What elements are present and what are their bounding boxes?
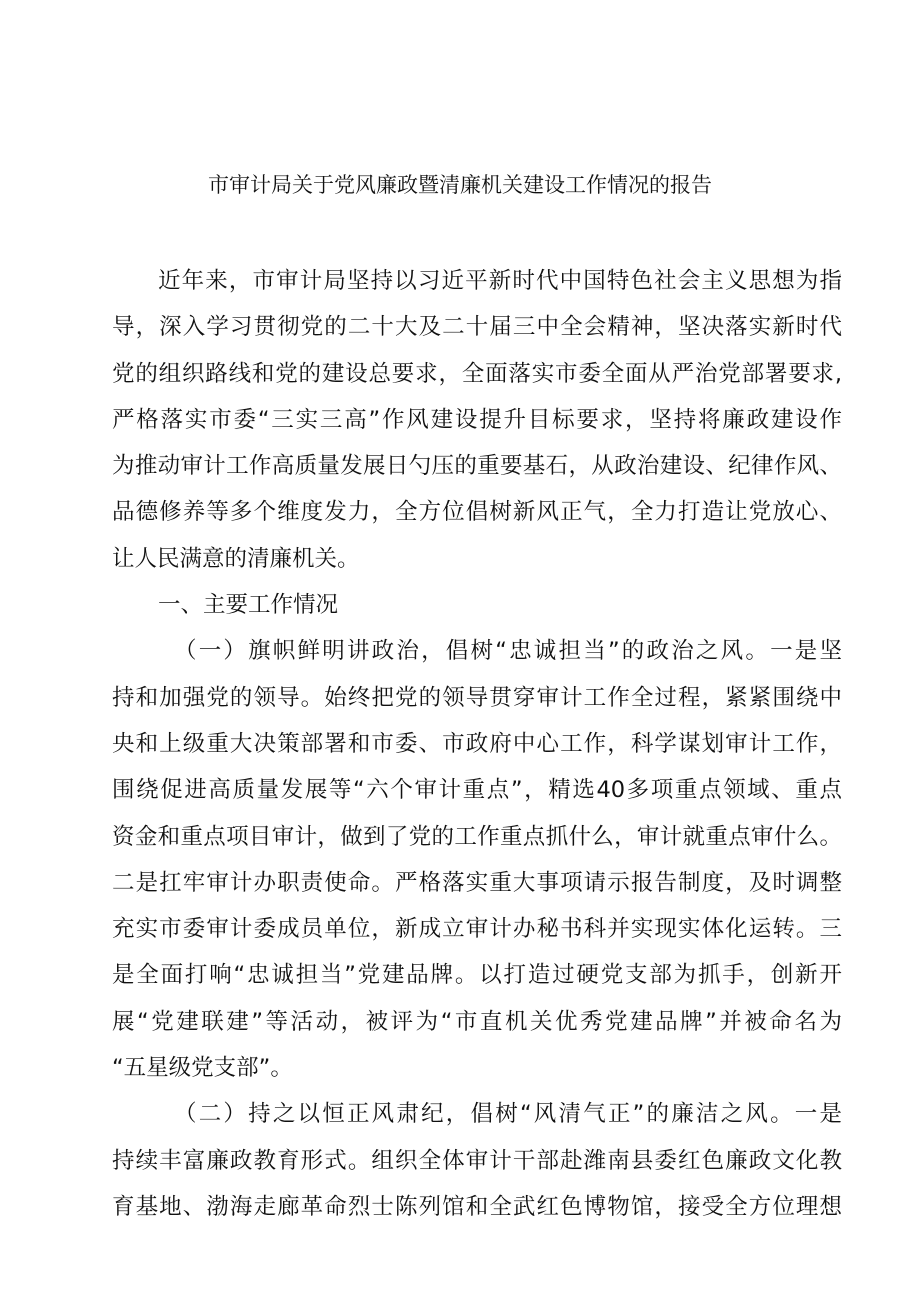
body-line: 育基地、渤海走廊革命烈士陈列馆和全武红色博物馆，接受全方位理想 — [112, 1193, 842, 1220]
body-line: 充实市委审计委成员单位，新成立审计办秘书科并实现实体化运转。三 — [112, 916, 842, 943]
body-line: 品德修养等多个维度发力，全方位倡树新风正气，全力打造让党放心、 — [112, 499, 842, 526]
document-title: 市审计局关于党风廉政暨清廉机关建设工作情况的报告 — [208, 173, 712, 197]
body-line: 为推动审计工作高质量发展日勺压的重要基石，从政治建设、纪律作风、 — [112, 453, 842, 480]
body-line: 近年来，市审计局坚持以习近平新时代中国特色社会主义思想为指 — [158, 268, 842, 294]
body-line: 围绕促进高质量发展等“六个审计重点”，精选40多项重点领域、重点 — [112, 777, 842, 804]
body-line: 二是扛牢审计办职责使命。严格落实重大事项请示报告制度，及时调整 — [112, 869, 842, 896]
section-heading: 一、主要工作情况 — [158, 592, 339, 619]
body-line: 展“党建联建”等活动，被评为“市直机关优秀党建品牌”并被命名为 — [112, 1008, 842, 1035]
body-line: 央和上级重大决策部署和市委、市政府中心工作，科学谋划审计工作， — [112, 730, 842, 757]
body-line: 让人民满意的清廉机关。 — [112, 545, 360, 572]
subsection-heading-line: （二）持之以恒正风肃纪，倡树“风清气正”的廉洁之风。一是 — [174, 1101, 842, 1128]
document-body — [112, 258, 842, 1230]
body-line: 严格落实市委“三实三高”作风建设提升目标要求，坚持将廉政建设作 — [112, 406, 842, 433]
body-line: 持续丰富廉政教育形式。组织全体审计干部赴潍南县委红色廉政文化教 — [112, 1147, 842, 1174]
subsection-heading-line: （一）旗帜鲜明讲政治，倡树“忠诚担当”的政治之风。一是坚 — [174, 638, 842, 665]
body-line: 持和加强党的领导。始终把党的领导贯穿审计工作全过程，紧紧围绕中 — [112, 684, 842, 711]
body-line: “五星级党支部”。 — [112, 1055, 293, 1082]
body-line: 党的组织路线和党的建设总要求，全面落实市委全面从严治党部署要求, — [112, 360, 842, 387]
body-line: 资金和重点项目审计，做到了党的工作重点抓什么，审计就重点审什么。 — [112, 823, 842, 850]
body-line: 导，深入学习贯彻党的二十大及二十届三中全会精神，坚决落实新时代 — [112, 314, 842, 341]
body-line: 是全面打响“忠诚担当”党建品牌。以打造过硬党支部为抓手，创新开 — [112, 962, 842, 989]
